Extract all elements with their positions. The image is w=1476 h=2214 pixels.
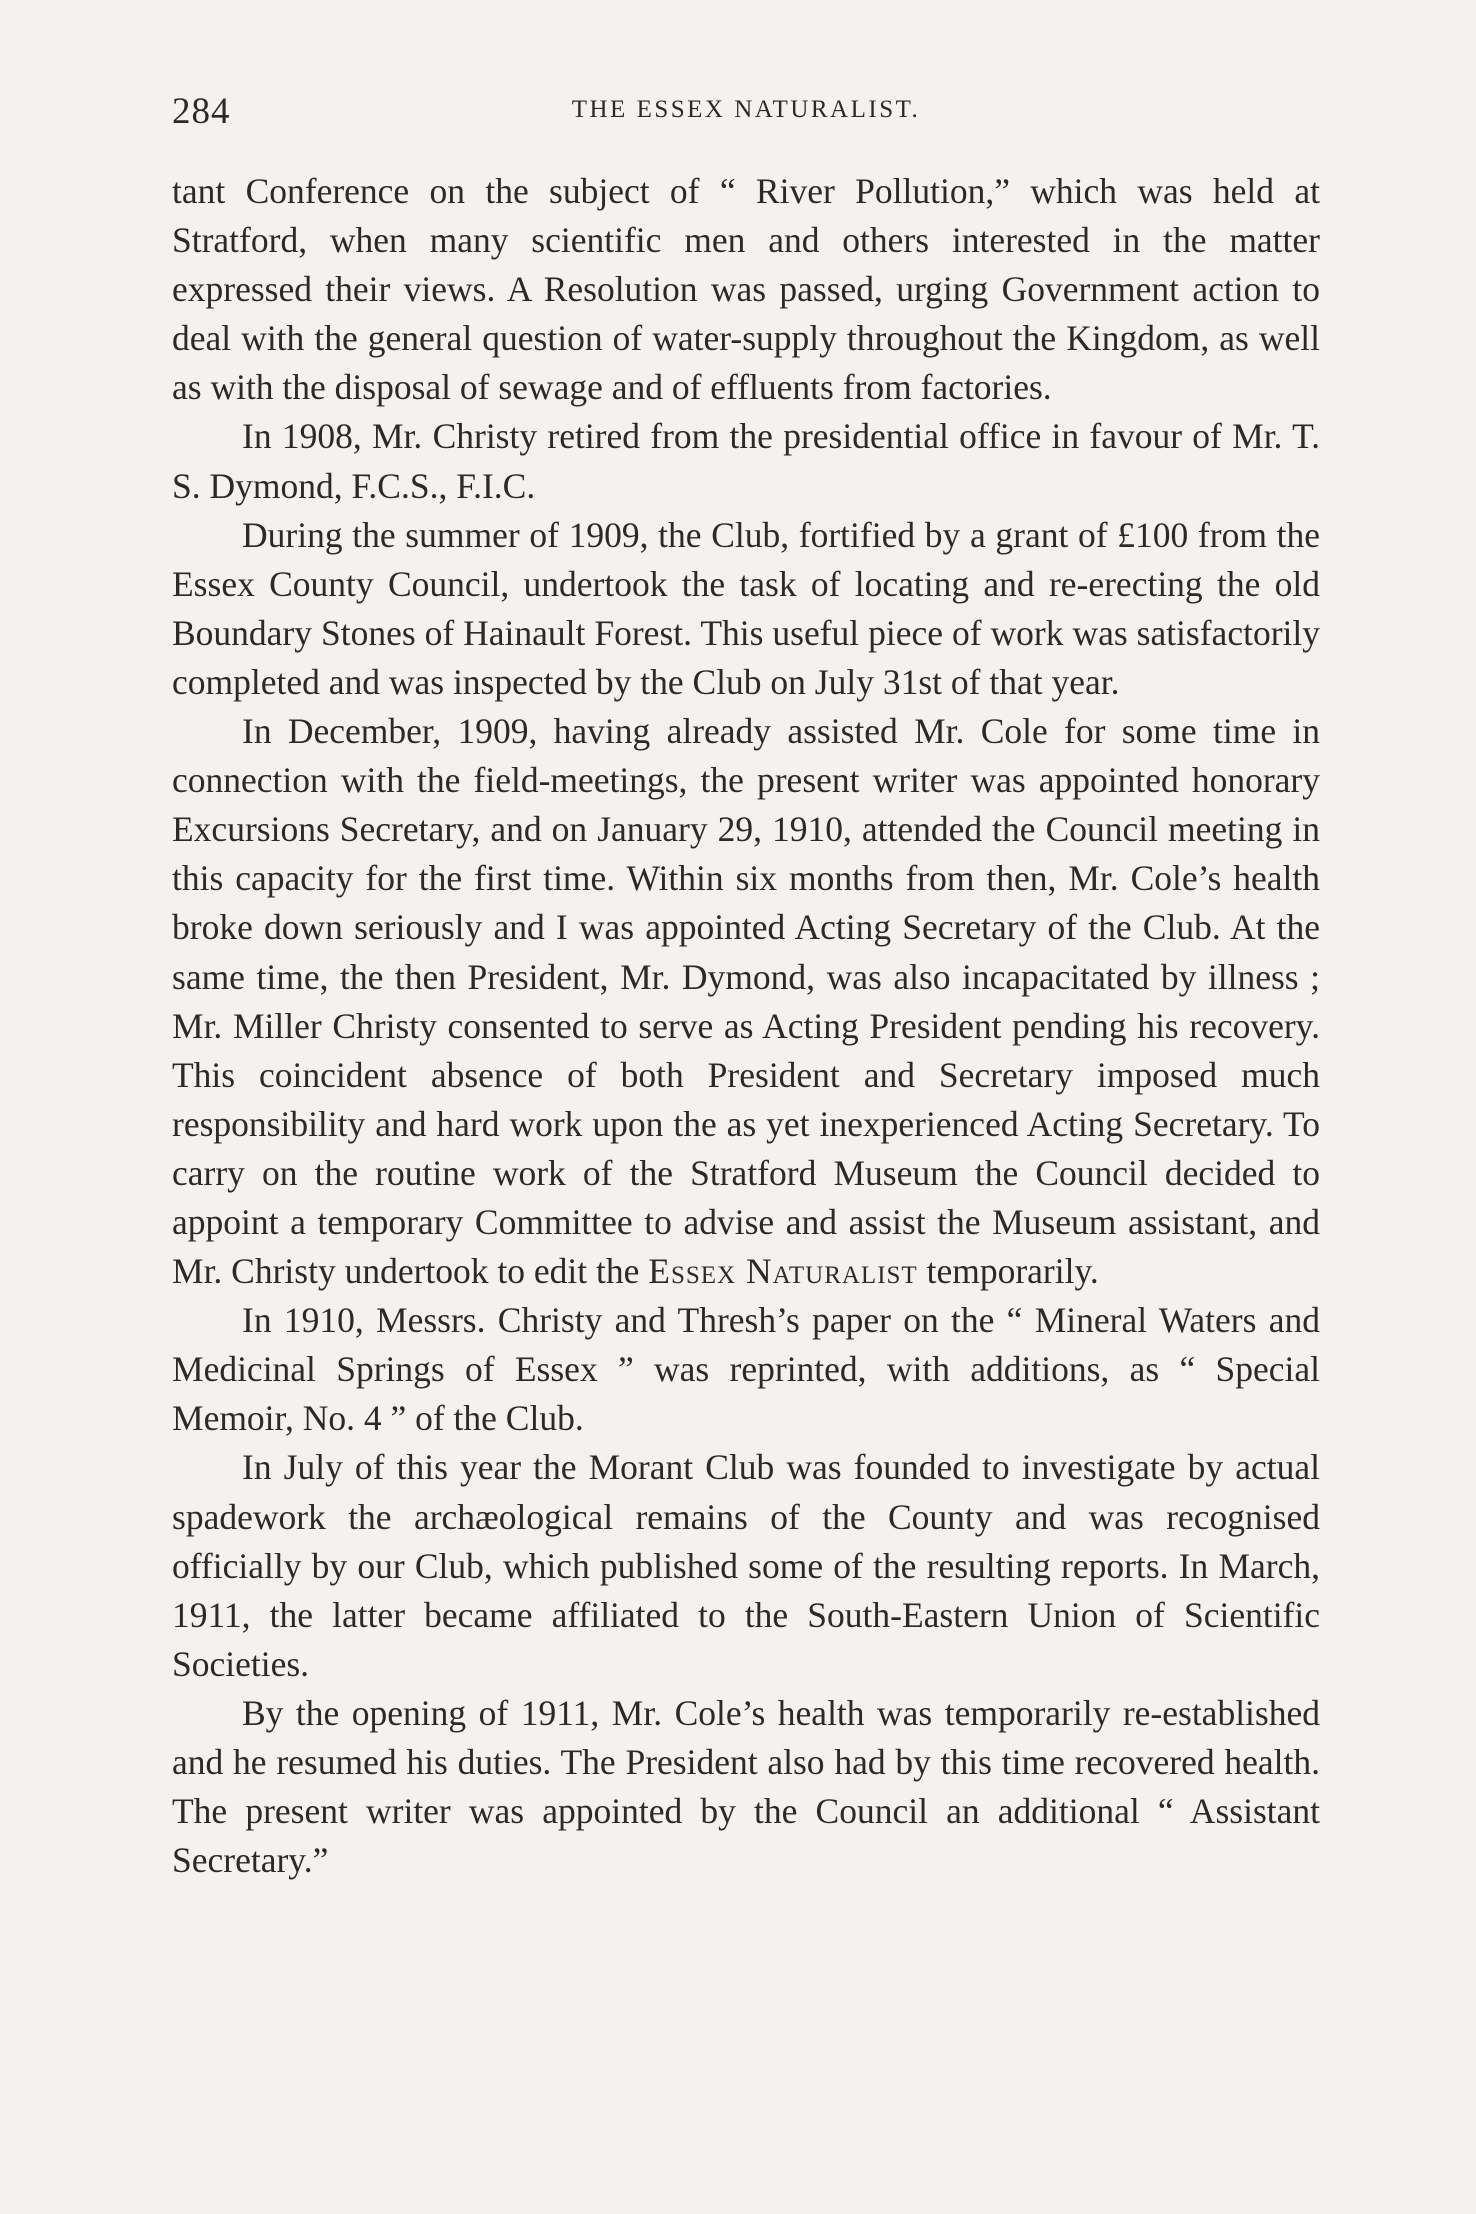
paragraph-text: In December, 1909, having already assisted Mr. Cole for some time in connection with the field-meetings, the present writer was appointed honorary Excursions Secretary, and on January 29, 1910, attended the Council meeting in this capacity for the first time. Within six months from then, Mr. Cole’s health broke down seriously and I was appointed Acting Secretary of the Club. At the same time, the then President, Mr. Dymond, was also incapacitated by illness ; Mr. Miller Christy consented to serve as Acting President pending his recovery. This coincident absence of both President and Secretary imposed much responsibility and hard work upon the as yet inexperienced Acting Secretary. To carry on the routine work of the Stratford Museum the Council decided to appoint a temporary Committee to advise and assist the Museum assistant, and Mr. Christy undertook to edit the (172, 711, 1320, 1292)
paragraph-special-memoir: In 1910, Messrs. Christy and Thresh’s paper on the “ Mineral Waters and Medicinal Springs of Essex ” was reprinted, with additions, as “ Special Memoir, No. 4 ” of the Club. (172, 1300, 1320, 1439)
paragraph-boundary-stones: During the summer of 1909, the Club, fortified by a grant of £100 from the Essex County Council, undertook the task of locating and re-erecting the old Boundary Stones of Hainault Forest. This useful piece of work was satisfactorily completed and was inspected by the Club on July 31st of that year. (172, 514, 1320, 702)
paragraph-morant-club: In July of this year the Morant Club was founded to investigate by actual spadework the archæological remains of the County and was recognised officially by our Club, which published some of the resulting reports. In March, 1911, the latter became affiliated to the South-Eastern Union of Scientific Societies. (172, 1447, 1320, 1684)
paragraph-1908-retirement: In 1908, Mr. Christy retired from the presidential office in favour of Mr. T. S. Dymond, F.C.S., F.I.C. (172, 416, 1320, 506)
journal-name-small-caps: Essex Naturalist (648, 1251, 918, 1292)
body-text (172, 167, 1320, 1885)
paragraph-text: temporarily. (917, 1251, 1099, 1292)
paragraph-river-pollution: tant Conference on the subject of “ River Pollution,” which was held at Stratford, when many scientific men and others interested in the matter expressed their views. A Resolution was passed, urging Government action to deal with the general question of water-supply throughout the Kingdom, as well as with the disposal of sewage and of effluents from factories. (172, 171, 1320, 408)
page-number: 284 (172, 91, 231, 132)
paragraph-acting-secretary (172, 707, 1320, 1296)
journal-title: THE ESSEX NATURALIST. (571, 96, 921, 123)
running-head (172, 90, 1320, 130)
paragraph-assistant-secretary: By the opening of 1911, Mr. Cole’s health was temporarily re-established and he resumed his duties. The President also had by this time recovered health. The present writer was appointed by the Council an additional “ Assistant Secretary.” (172, 1692, 1320, 1881)
